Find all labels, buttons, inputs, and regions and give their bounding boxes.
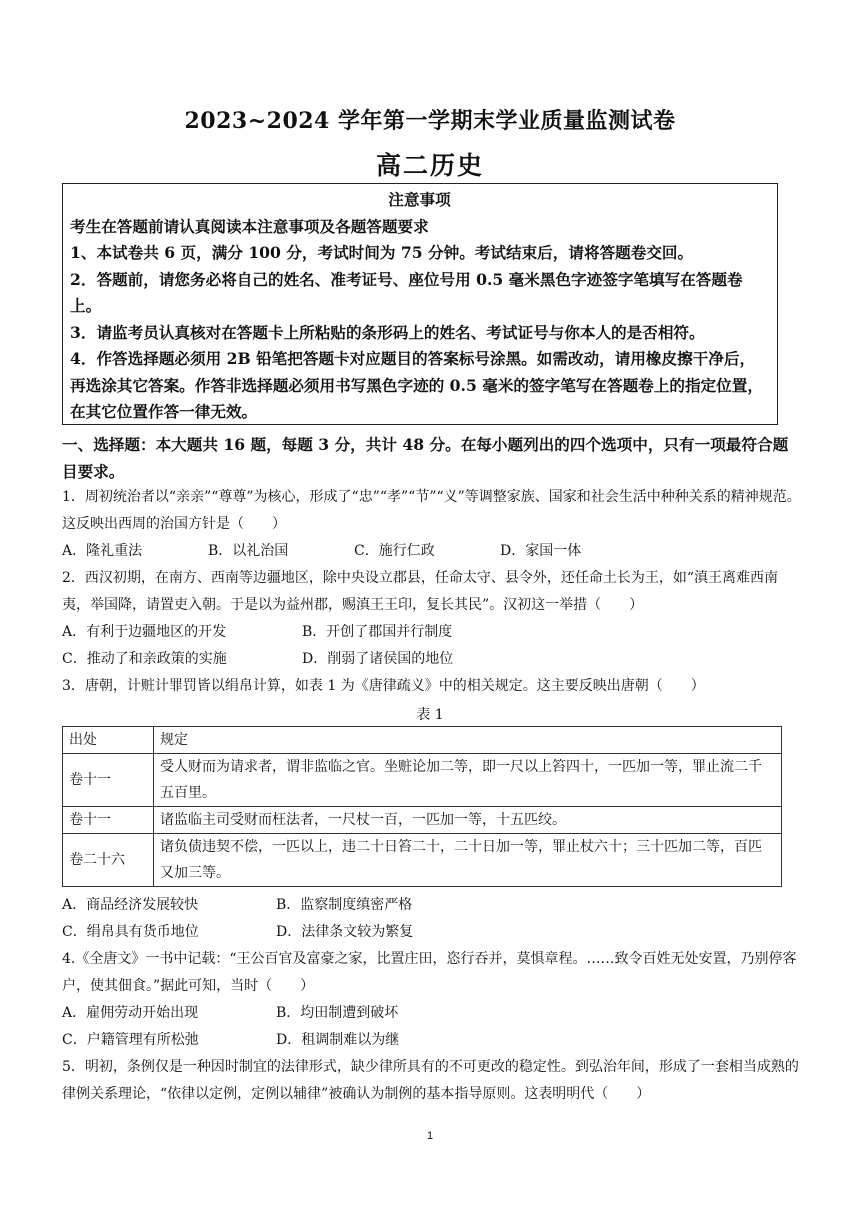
question-3-options — [62, 892, 802, 946]
table-row — [63, 834, 782, 887]
table-header: 出处 — [63, 727, 154, 754]
question-4 — [62, 946, 802, 1054]
option-d: D．租调制难以为继 — [276, 1032, 400, 1048]
table-cell: 卷二十六 — [63, 834, 154, 887]
question-1 — [62, 484, 802, 565]
option-a: A．雇佣劳动开始出现 — [62, 1005, 199, 1021]
notice-item: 2．答题前，请您务必将自己的姓名、准考证号、座位号用 0.5 毫米黑色字迹签字笔填写在答题卷上。 — [70, 269, 743, 315]
option-d: D．削弱了诸侯国的地位 — [302, 651, 454, 667]
options-row — [62, 919, 802, 946]
table-cell: 卷十一 — [63, 807, 154, 834]
option-c: C．推动了和亲政策的实施 — [62, 651, 227, 667]
option-a: A．有利于边疆地区的开发 — [62, 624, 227, 640]
options-row — [62, 892, 802, 919]
option-b: B．开创了郡国并行制度 — [302, 624, 453, 640]
notice-heading: 注意事项 — [388, 190, 451, 209]
option-b: B．均田制遭到破坏 — [276, 1005, 399, 1021]
options-row — [62, 1027, 802, 1054]
option-c: C．绢帛具有货币地位 — [62, 924, 199, 940]
question-stem: 3．唐朝，计赃计罪罚皆以绢帛计算，如表 1 为《唐律疏义》中的相关规定。这主要反映出唐朝（ ） — [62, 678, 705, 694]
table-cell: 受人财而为请求者，谓非监临之官。坐赃论加二等，即一尺以上笞四十，一匹加一等，罪止流二千五百里。 — [154, 754, 782, 807]
question-3 — [62, 673, 802, 700]
notice-item: 3．请监考员认真核对在答题卡上所粘贴的条形码上的姓名、考试证号与你本人的是否相符。 — [70, 322, 705, 342]
table-cell: 诸监临主司受财而枉法者，一尺杖一百，一匹加一等，十五匹绞。 — [154, 807, 782, 834]
option-c: C．施行仁政 — [354, 543, 435, 559]
options-row — [62, 538, 802, 565]
notice-item: 4．作答选择题必须用 2B 铅笔把答题卡对应题目的答案标号涂黑。如需改动，请用橡皮擦干净后，再选涂其它答案。作答非选择题必须用书写黑色字迹的 0.5 毫米的签字笔写在答题卷上的指定位置，在其它位置作答一律无效。 — [70, 349, 763, 421]
regulation-table — [62, 726, 782, 887]
table-row — [63, 754, 782, 807]
exam-title: 2023~2024 学年第一学期末学业质量监测试卷 — [184, 108, 676, 134]
table-row — [63, 807, 782, 834]
table-cell: 卷十一 — [63, 754, 154, 807]
option-b: B．以礼治国 — [208, 543, 289, 559]
options-row — [62, 646, 802, 673]
question-stem: 1．周初统治者以“亲亲”“尊尊”为核心，形成了“忠”“孝”“节”“义”等调整家族、国家和社会生活中种种关系的精神规范。这反映出西周的治国方针是（ ） — [62, 489, 801, 532]
table-header-row — [63, 727, 782, 754]
table-cell: 诸负债违契不偿，一匹以上，违二十日笞二十，二十日加一等，罪止杖六十；三十匹加二等，百匹又加三等。 — [154, 834, 782, 887]
options-row — [62, 619, 802, 646]
option-a: A．隆礼重法 — [62, 543, 143, 559]
table-caption: 表 1 — [416, 707, 444, 723]
notice-box — [62, 183, 778, 425]
option-b: B．监察制度缜密严格 — [276, 897, 413, 913]
option-d: D．法律条文较为繁复 — [276, 924, 414, 940]
section-heading: 一、选择题：本大题共 16 题，每题 3 分，共计 48 分。在每小题列出的四个选项中，只有一项最符合题目要求。 — [62, 435, 789, 481]
page-number: 1 — [426, 1130, 434, 1142]
question-stem: 5．明初，条例仅是一种因时制宜的法律形式，缺少律所具有的不可更改的稳定性。到弘治年间，形成了一套相当成熟的律例关系理论，“依律以定例，定例以辅律”被确认为制例的基本指导原则。这表明明代（ ） — [62, 1059, 799, 1102]
notice-intro: 考生在答题前请认真阅读本注意事项及各题答题要求 — [70, 216, 429, 236]
option-a: A．商品经济发展较快 — [62, 897, 199, 913]
question-stem: 4.《全唐文》一书中记载：“王公百官及富豪之家，比置庄田，恣行吞并，莫惧章程。……致令百姓无处安置，乃别停客户，使其佃食。”据此可知，当时（ ） — [62, 951, 797, 994]
question-stem: 2．西汉初期，在南方、西南等边疆地区，除中央设立郡县，任命太守、县令外，还任命土长为王，如“滇王离难西南夷，举国降，请置吏入朝。于是以为益州郡，赐滇王王印，复长其民”。汉初这一举措（ ） — [62, 570, 779, 613]
options-row — [62, 1000, 802, 1027]
exam-subject: 高二历史 — [375, 151, 484, 180]
option-d: D．家国一体 — [500, 543, 582, 559]
option-c: C．户籍管理有所松弛 — [62, 1032, 199, 1048]
question-5 — [62, 1054, 802, 1108]
table-header: 规定 — [154, 727, 782, 754]
notice-item: 1、本试卷共 6 页，满分 100 分，考试时间为 75 分钟。考试结束后，请将答题卷交回。 — [70, 243, 694, 262]
question-2 — [62, 565, 802, 673]
